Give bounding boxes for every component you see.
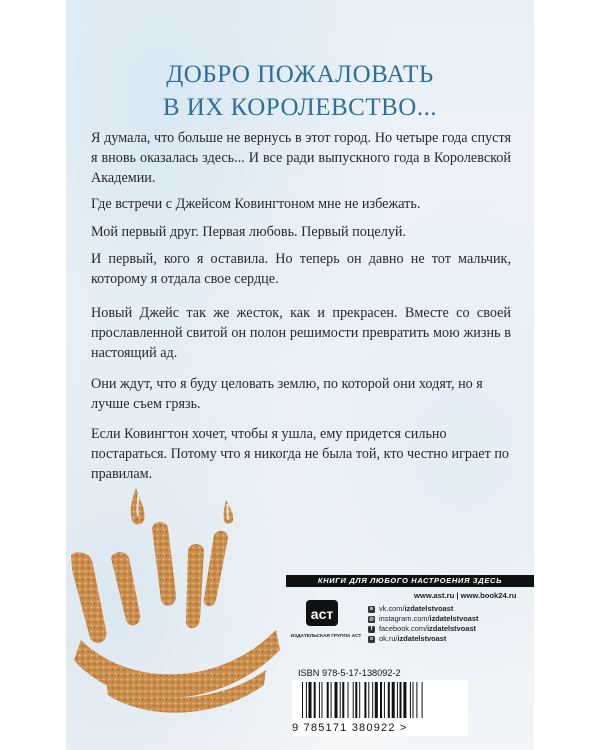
barcode-bar [335,682,338,718]
back-cover [66,0,534,750]
barcode-bar [410,682,411,718]
barcode-bar [392,682,395,718]
tagline [66,58,534,124]
barcode-bar [388,682,390,718]
social-link-handle: izdatelstvoast [429,614,479,623]
barcode-bar [359,682,360,718]
blurb-paragraph-1: Я думала, что больше не вернусь в этот город. Но четыре года спустя я вновь оказалась здесь... И все ради выпускного года в Королевской Академии. [91,130,511,186]
social-link-vk[interactable] [368,604,478,614]
barcode-bar [384,682,385,718]
social-link-instagram[interactable] [368,614,478,624]
barcode-bar [400,682,402,718]
ast-logo-caption: ИЗДАТЕЛЬСКАЯ ГРУППА АСТ [290,634,362,639]
barcode-bar [355,682,357,718]
barcode-bar [319,682,320,718]
barcode-bar [375,682,378,718]
barcode-bar [422,682,423,718]
barcode-bar [413,682,414,718]
social-link-prefix: ok.ru/ [379,634,398,643]
isbn-label: ISBN 978-5-17-138092-2 [298,668,401,678]
barcode-bar [380,682,382,718]
barcode-bar [309,682,312,718]
gold-crown-illustration [66,480,286,750]
blurb-paragraph-2: Где встречи с Джейсом Ковингтоном мне не избежать. [91,196,421,212]
barcode-bar [314,682,316,718]
barcode-bar [368,682,369,718]
barcode-bar [353,682,354,718]
tagline-line-2: В ИХ КОРОЛЕВСТВО... [162,94,438,121]
barcode-bar [327,682,329,718]
barcode-bar [331,682,332,718]
blurb-paragraph-3: Мой первый друг. Первая любовь. Первый поцелуй. [91,224,407,240]
blurb-paragraph-6: Они ждут, что я буду целовать землю, по которой они ходят, но я лучше съем грязь. [91,376,483,412]
barcode-bar [322,682,323,718]
publisher-slogan-band: КНИГИ ДЛЯ ЛЮБОГО НАСТРОЕНИЯ ЗДЕСЬ [286,575,534,587]
barcode-bar [372,682,373,718]
blurb-paragraph-7: Если Ковингтон хочет, чтобы я ушла, ему придется сильно постараться. Потому что я никогда не была той, кто честно играет по правилам. [91,426,510,482]
barcode-bar [403,682,406,718]
social-link-handle: izdatelstvoast [404,604,454,613]
tagline-line-1: ДОБРО ПОЖАЛОВАТЬ [166,61,434,88]
social-link-prefix: instagram.com/ [379,614,430,623]
social-link-handle: izdatelstvoast [397,634,447,643]
publisher-websites: www.ast.ru | www.book24.ru [414,591,517,600]
barcode [292,680,468,720]
social-link-handle: izdatelstvoast [427,624,476,633]
instagram-icon: ◎ [369,615,374,622]
blurb-paragraph-5: Новый Джейс так же жесток, как и прекрасен. Вместе со своей прославленной свитой он полон решимости превратить мою жизнь в настоящий ад. [91,305,511,361]
blurb-paragraph-4: И первый, кого я оставила. Но теперь он давно не тот мальчик, которому я отдала свое сердце. [91,251,511,287]
vk-icon: в [369,605,374,612]
barcode-bar [348,682,349,718]
barcode-bar [340,682,341,718]
social-link-prefix: facebook.com/ [379,624,428,633]
barcode-bar [364,682,366,718]
barcode-bar [397,682,398,718]
social-link-ok[interactable] [368,634,478,644]
barcode-digits: 9 785171 380922 > [292,722,408,734]
facebook-icon: f [368,626,375,633]
barcode-bar [302,682,303,718]
social-link-facebook[interactable] [368,624,478,634]
social-links [368,604,478,644]
barcode-bar [342,682,344,718]
barcode-bar [416,682,417,718]
ast-logo-mark: аст [310,606,334,622]
social-link-prefix: vk.com/ [379,604,405,613]
barcode-bar [306,682,307,718]
odnoklassniki-icon: о [369,635,374,642]
